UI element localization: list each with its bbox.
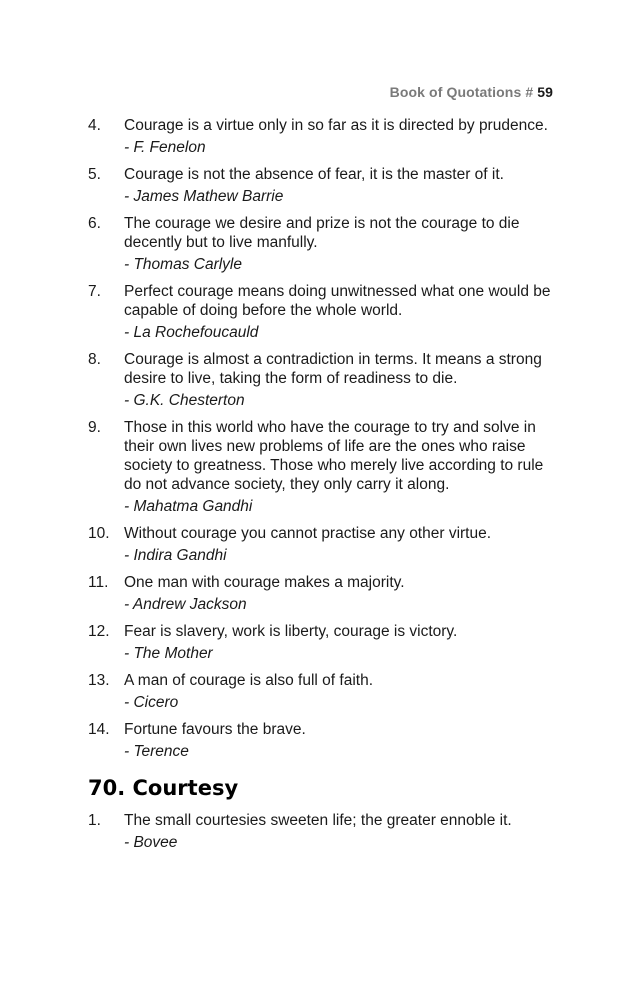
quote-author: - G.K. Chesterton (124, 392, 245, 409)
quote-text: Courage is almost a contradiction in terms. It means a strong desire to live, taking the form of readiness to die. (124, 351, 542, 387)
section-heading: 70. Courtesy (88, 776, 239, 800)
page-content (88, 116, 558, 860)
quote-item (88, 418, 558, 516)
quote-author: - Terence (124, 743, 189, 760)
quote-item (88, 720, 558, 761)
quote-item (88, 524, 558, 565)
quote-number: 10. (88, 525, 110, 542)
quote-item (88, 573, 558, 614)
quote-text: Those in this world who have the courage to try and solve in their own lives new problems of life are the ones who raise society to greatness. Those who merely live according to rule do not advance society, they only carry it along. (124, 419, 544, 493)
quote-text: Courage is a virtue only in so far as it is directed by prudence. (124, 117, 548, 134)
quote-item (88, 811, 558, 852)
quote-number: 11. (88, 574, 109, 591)
quote-item (88, 622, 558, 663)
running-header (390, 84, 553, 100)
header-title: Book of Quotations # (389, 84, 534, 100)
quote-number: 9. (88, 419, 101, 436)
quote-author: - Andrew Jackson (124, 596, 247, 613)
quote-item (88, 671, 558, 712)
quote-number: 6. (88, 215, 101, 232)
quote-number: 5. (88, 166, 101, 183)
quote-author: - Bovee (124, 834, 178, 851)
quote-author: - Cicero (124, 694, 179, 711)
quote-author: - La Rochefoucauld (124, 324, 259, 341)
quote-author: - James Mathew Barrie (124, 188, 284, 205)
page-number: 59 (537, 84, 553, 100)
quote-author: - Indira Gandhi (124, 547, 227, 564)
quote-item (88, 350, 558, 410)
quote-number: 7. (88, 283, 101, 300)
quote-text: The small courtesies sweeten life; the greater ennoble it. (124, 812, 512, 829)
quote-text: Courage is not the absence of fear, it is the master of it. (124, 166, 504, 183)
quote-text: Perfect courage means doing unwitnessed what one would be capable of doing before the whole world. (124, 283, 551, 319)
quote-item (88, 116, 558, 157)
quote-number: 8. (88, 351, 101, 368)
quote-text: The courage we desire and prize is not the courage to die decently but to live manfully. (124, 215, 520, 251)
quote-text: Fear is slavery, work is liberty, courage is victory. (124, 623, 458, 640)
quote-text: One man with courage makes a majority. (124, 574, 405, 591)
quote-number: 4. (88, 117, 101, 134)
quote-text: Fortune favours the brave. (124, 721, 306, 738)
quote-author: - Thomas Carlyle (124, 256, 242, 273)
quote-author: - The Mother (124, 645, 213, 662)
quote-item (88, 282, 558, 342)
quote-author: - Mahatma Gandhi (124, 498, 253, 515)
quote-number: 14. (88, 721, 110, 738)
quote-number: 1. (88, 812, 101, 829)
quote-author: - F. Fenelon (124, 139, 206, 156)
quote-number: 12. (88, 623, 110, 640)
quote-item (88, 165, 558, 206)
quote-number: 13. (88, 672, 110, 689)
quote-text: Without courage you cannot practise any other virtue. (124, 525, 492, 542)
quote-text: A man of courage is also full of faith. (124, 672, 373, 689)
quote-item (88, 214, 558, 274)
